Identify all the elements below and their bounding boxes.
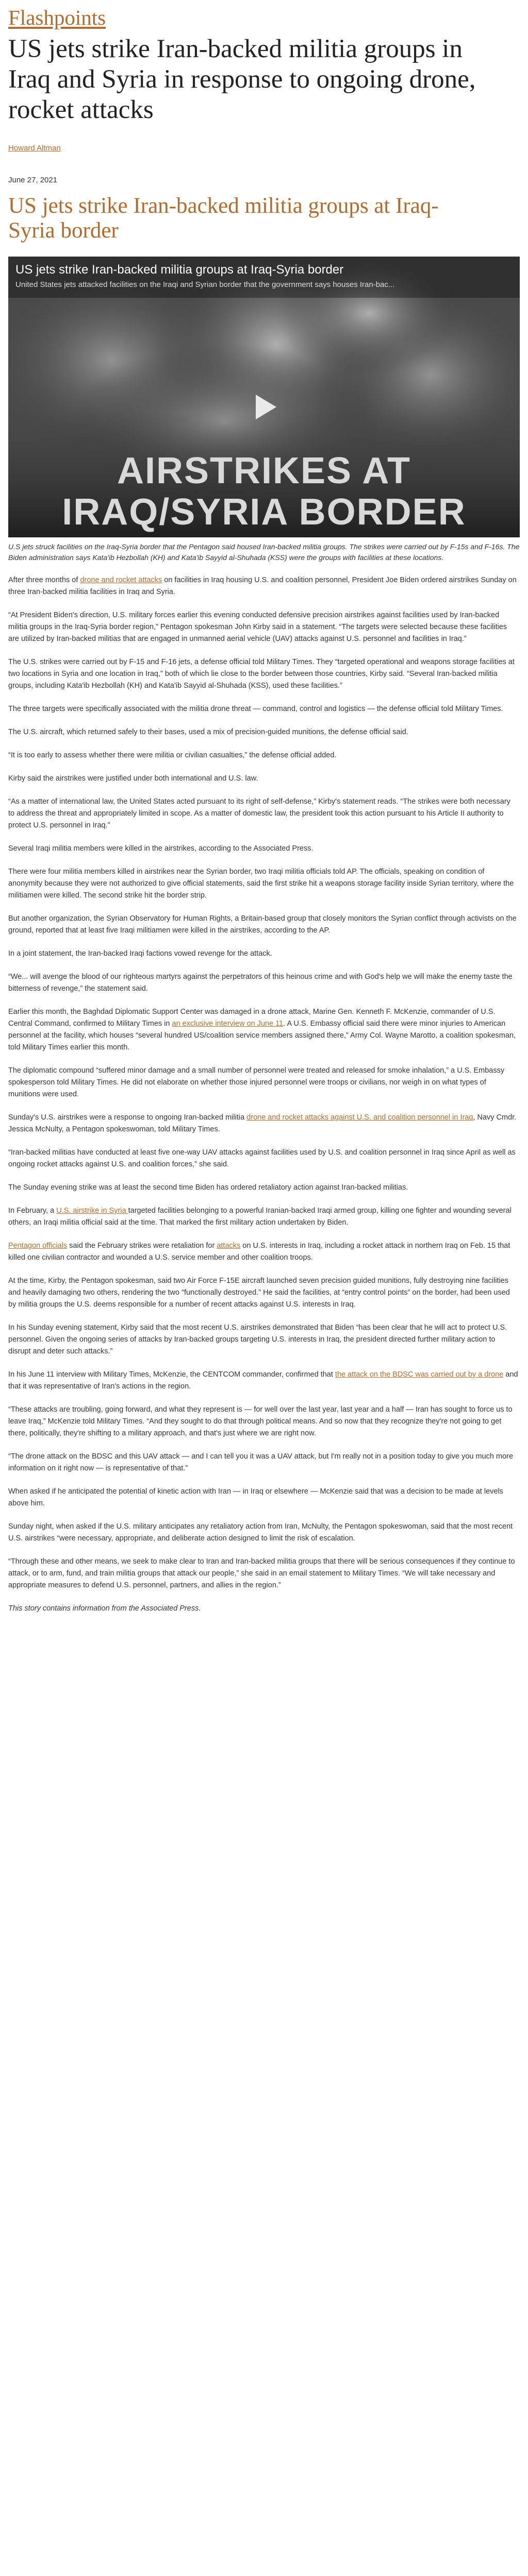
paragraph: Kirby said the airstrikes were justified under both international and U.S. law. — [8, 774, 258, 783]
paragraph: Several Iraqi militia members were killed in the airstrikes, according to the Associated Press. — [8, 844, 314, 853]
paragraph: In his June 11 interview with Military Times, McKenzie, the CENTCOM commander, confirmed that the attack on the BDSC was carried out by a drone and that it was representative of Iran's actions in the region. — [8, 1370, 518, 1391]
paragraph: “These attacks are troubling, going forward, and what they represent is — for well over the last year, last year and a half — Iran has sought to force us to leave Iraq,” McKenzie told Military Times. “And they sought to do that through political means. And so now that they recognize they're not going to get there, politically, they're shifting to a military approach, and that's just where we are right now. — [8, 1405, 513, 1437]
paragraph: The Sunday evening strike was at least the second time Biden has ordered retaliatory action against Iran-backed militias. — [8, 1183, 408, 1192]
paragraph: The U.S. aircraft, which returned safely to their bases, used a mix of precision-guided munitions, the defense official said. — [8, 728, 408, 736]
paragraph: “It is too early to assess whether there were militia or civilian casualties,” the defense official added. — [8, 751, 337, 759]
paragraph: In his Sunday evening statement, Kirby said that the most recent U.S. airstrikes demonstrated that Biden “has been clear that he will act to protect U.S. personnel. Given the ongoing series of attacks by Iran-backed groups targeting U.S. interests in Iraq, the president directed further military action to disrupt and deter such attacks.” — [8, 1324, 507, 1355]
video-headline: US jets strike Iran-backed militia groups at Iraq-Syria border — [8, 194, 439, 243]
paragraph: “As a matter of international law, the United States acted pursuant to its right of self-defense,” Kirby's statement reads. “The strikes were both necessary to address the threat and appropriately limited in scope. As a matter of domestic law, the president took this action pursuant to his Article II authority to protect U.S. personnel in Iraq.” — [8, 798, 510, 829]
militia-attacks-link[interactable]: drone and rocket attacks against U.S. and coalition personnel in Iraq — [246, 1113, 473, 1122]
paragraph: After three months of drone and rocket attacks on facilities in Iraq housing U.S. and coalition personnel, President Joe Biden ordered airstrikes Sunday on three Iran-backed militia facilities in Iraq and Syria. — [8, 576, 517, 596]
paragraph: “The drone attack on the BDSC and this UAV attack — and I can tell you it was a UAV attack, but I'm really not in a position today to give you much more information on it right now — is representative of that.” — [8, 1452, 514, 1472]
story-credit: This story contains information from the Associated Press. — [8, 1604, 201, 1613]
paragraph: Earlier this month, the Baghdad Diplomatic Support Center was damaged in a drone attack, Marine Gen. Kenneth F. McKenzie, commander of U.S. Central Command, confirmed to Military Times in an exclusive interview on June 11. A U.S. Embassy official said there were minor injuries to American personnel at the facility, which houses “several hundred US/coalition service members assigned there,” Army Col. Wayne Marotto, a coalition spokesman, told Military Times earlier this month. — [8, 1008, 516, 1052]
video-player[interactable] — [8, 257, 520, 537]
syria-airstrike-link[interactable]: U.S. airstrike in Syria — [56, 1207, 128, 1215]
paragraph: In a joint statement, the Iran-backed Iraqi factions vowed revenge for the attack. — [8, 950, 272, 958]
page-title: US jets strike Iran-backed militia groups in Iraq and Syria in response to ongoing drone, rocket attacks — [8, 35, 476, 124]
pentagon-officials-link[interactable]: Pentagon officials — [8, 1242, 68, 1250]
paragraph: The U.S. strikes were carried out by F-15 and F-16 jets, a defense official told Military Times. They “targeted operational and weapons storage facilities at two locations in Syria and one location in Iraq,” both of which lie close to the border between those countries, Kirby said. “Several Iran-backed militia groups, including Kata'ib Hezbollah (KH) and Kata'ib Sayyid al-Shuhada (KSS), used these facilities.” — [8, 658, 515, 690]
bdsc-drone-link[interactable]: the attack on the BDSC was carried out by a drone — [335, 1370, 504, 1379]
paragraph: “Iran-backed militias have conducted at least five one-way UAV attacks against facilities used by U.S. and coalition personnel in Iraq since April as well as ongoing rocket attacks against U.S. and coalition forces,” she said. — [8, 1148, 516, 1168]
paragraph: “We... will avenge the blood of our righteous martyrs against the perpetrators of this heinous crime and with God's help we will make the enemy taste the bitterness of revenge,” the statement said. — [8, 973, 513, 993]
paragraph: Pentagon officials said the February strikes were retaliation for attacks on U.S. interests in Iraq, including a rocket attack in northern Iraq on Feb. 15 that killed one civilian contractor and wounded a U.S. service member and other coalition troops. — [8, 1242, 510, 1262]
paragraph: In February, a U.S. airstrike in Syria targeted facilities belonging to a powerful Iranian-backed Iraqi armed group, killing one fighter and wounding several others, an Iraqi militia official said at the time. That marked the first military action undertaken by Biden. — [8, 1207, 512, 1227]
drone-attacks-link[interactable]: drone and rocket attacks — [80, 576, 162, 584]
section-kicker-link[interactable]: Flashpoints — [8, 6, 106, 29]
attacks-link[interactable]: attacks — [217, 1242, 241, 1250]
exclusive-interview-link[interactable]: an exclusive interview on June 11 — [172, 1020, 284, 1028]
paragraph: When asked if he anticipated the potential of kinetic action with Iran — in Iraq or elsewhere — McKenzie said that was a decision to be made at levels above him. — [8, 1487, 503, 1507]
video-description: United States jets attacked facilities on the Iraqi and Syrian border that the government says houses Iran-bac... — [15, 280, 395, 289]
paragraph: At the time, Kirby, the Pentagon spokesman, said two Air Force F-15E aircraft launched seven precision guided munitions, fully destroying nine facilities and heavily damaging two others, rendering the two “functionally destroyed.” He said the facilities, at “entry control points” on the border, had been used by militia groups the U.S. deems responsible for a number of recent attacks against U.S. interests in Iraq. — [8, 1277, 510, 1309]
paragraph: But another organization, the Syrian Observatory for Human Rights, a Britain-based group that closely monitors the Syrian conflict through activists on the ground, reported that at least five Iraqi militiamen were killed in the airstrikes, according to the AP. — [8, 914, 517, 935]
video-caption: U.S jets struck facilities on the Iraq-Syria border that the Pentagon said housed Iran-backed militia groups. The strikes were carried out by F-15s and F-16s. The Biden administration says Kata'ib Hezbollah (KH) and Kata'ib Sayyid al-Shuhada (KSS) were the groups with facilities at these locations. — [8, 543, 520, 562]
video-overlay-line-1: AIRSTRIKES AT — [117, 450, 411, 492]
paragraph: Sunday night, when asked if the U.S. military anticipates any retaliatory action from Iran, McNulty, the Pentagon spokeswoman, said that the most recent U.S. airstrikes “were necessary, appropriate, and deliberate action designed to limit the risk of escalation. — [8, 1522, 513, 1543]
paragraph: The three targets were specifically associated with the militia drone threat — command, control and logistics — the defense official told Military Times. — [8, 705, 503, 713]
paragraph: “Through these and other means, we seek to make clear to Iran and Iran-backed militia groups that there will be serious consequences if they continue to attack, or to arm, fund, and train militia groups that attack our people,” she said in an email statement to Military Times. “We will take necessary and appropriate measures to defend U.S. personnel, partners, and allies in the region.” — [8, 1557, 515, 1589]
publish-date: June 27, 2021 — [8, 176, 58, 184]
author-link[interactable]: Howard Altman — [8, 144, 61, 152]
paragraph: There were four militia members killed in airstrikes near the Syrian border, two Iraqi militia officials told AP. The officials, speaking on condition of anonymity because they were not authorized to give official statements, said the first strike hit a weapons storage facility inside Syrian territory, where the militiamen were killed. The second strike hit the border strip. — [8, 868, 514, 900]
paragraph: “At President Biden's direction, U.S. military forces earlier this evening conducted defensive precision airstrikes against facilities used by Iran-backed militia groups in the Iraq-Syria border region,” Pentagon spokesman John Kirby said in a statement. “The targets were selected because these facilities are utilized by Iran-backed militias that are engaged in unmanned aerial vehicle (UAV) attacks against U.S. personnel and facilities in Iraq.” — [8, 611, 507, 643]
video-overlay-line-2: IRAQ/SYRIA BORDER — [62, 492, 466, 533]
paragraph: The diplomatic compound “suffered minor damage and a small number of personnel were treated and released for smoke inhalation,” a U.S. Embassy spokesperson told Military Times. He did not elaborate on whether those injured personnel were troops or civilians, nor weigh in on what types of munitions were used. — [8, 1066, 505, 1098]
article-body — [8, 574, 519, 1615]
video-title: US jets strike Iran-backed militia groups at Iraq-Syria border — [15, 263, 344, 277]
play-icon[interactable] — [249, 392, 279, 422]
paragraph: Sunday's U.S. airstrikes were a response to ongoing Iran-backed militia drone and rocket attacks against U.S. and coalition personnel in Iraq, Navy Cmdr. Jessica McNulty, a Pentagon spokeswoman, told Military Times. — [8, 1113, 517, 1133]
